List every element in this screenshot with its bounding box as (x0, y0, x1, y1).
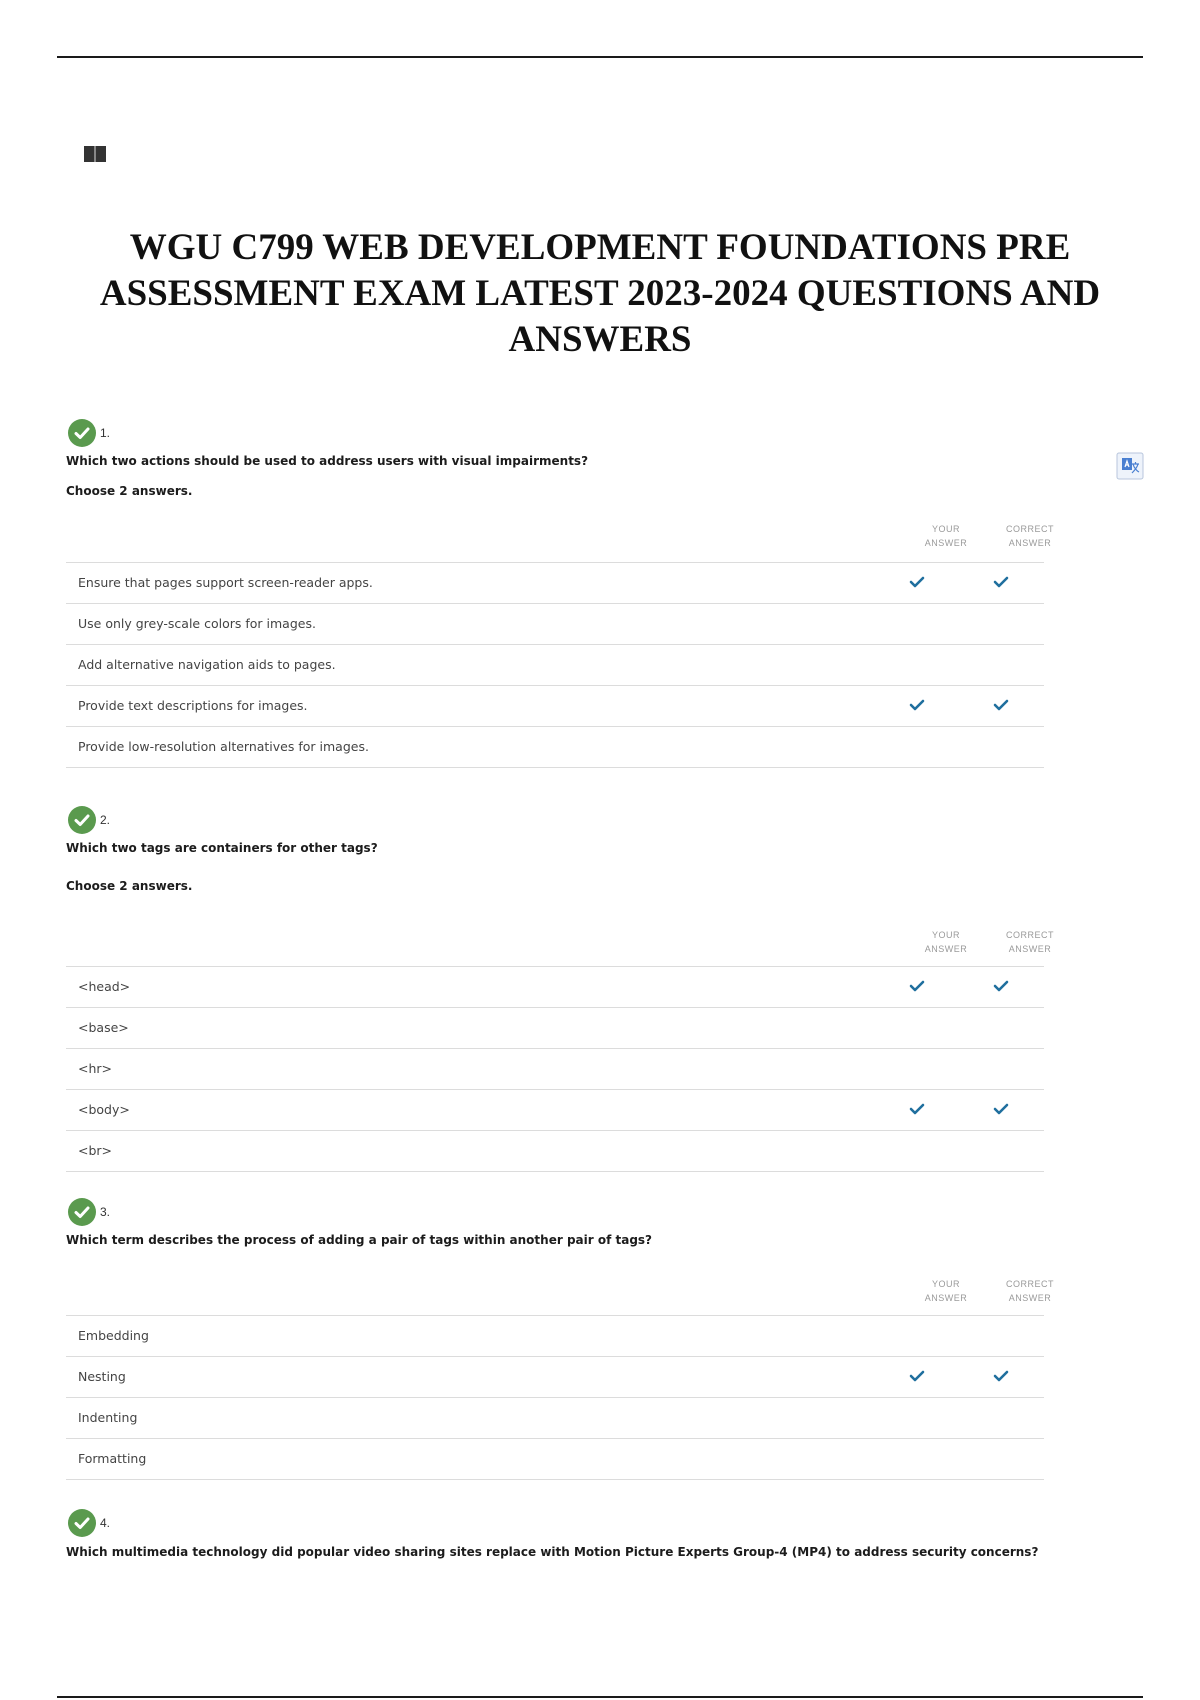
answer-label: <hr> (78, 1061, 113, 1076)
question-text: Which term describes the process of adding a pair of tags within another pair of tags? (66, 1233, 653, 1247)
checkmark-icon (993, 698, 1009, 712)
correct-answer-header: CORRECT ANSWER (1006, 1279, 1054, 1303)
question-text: Which two tags are containers for other tags? (66, 841, 378, 855)
answer-label: <head> (78, 979, 131, 994)
question-2 (66, 806, 1054, 1158)
question-3 (66, 1198, 1054, 1466)
answer-label: Indenting (78, 1410, 138, 1425)
answer-label: Ensure that pages support screen-reader apps. (78, 575, 373, 590)
answer-label: <body> (78, 1102, 130, 1117)
answer-label: Formatting (78, 1451, 147, 1466)
translate-icon[interactable] (1116, 452, 1144, 480)
answer-label: Use only grey-scale colors for images. (78, 616, 316, 631)
question-number: 2. (100, 813, 111, 827)
answer-row (66, 645, 1044, 686)
answer-label: Nesting (78, 1369, 126, 1384)
question-text: Which multimedia technology did popular video sharing sites replace with Motion Picture Experts Group-4 (MP4) to address security concerns? (66, 1545, 1039, 1559)
question-4 (66, 1509, 1044, 1559)
checkmark-icon (993, 979, 1009, 993)
answer-row (66, 563, 1044, 604)
checkmark-icon (993, 1369, 1009, 1383)
your-answer-header: YOUR ANSWER (924, 524, 968, 548)
question-number: 1. (100, 426, 111, 440)
bottom-rule (57, 1696, 1143, 1698)
question-1 (66, 419, 1054, 754)
question-number: 3. (100, 1205, 111, 1219)
answer-row (66, 604, 1044, 645)
answer-row (66, 1357, 1044, 1398)
answer-row (66, 686, 1044, 727)
question-instruction: Choose 2 answers. (66, 484, 193, 498)
answer-row (66, 967, 1044, 1008)
answer-row (66, 1090, 1044, 1131)
checkmark-icon (909, 575, 925, 589)
book-icon (84, 145, 106, 163)
question-number: 4. (100, 1516, 111, 1530)
answer-label: <base> (78, 1020, 129, 1035)
checkmark-icon (909, 1102, 925, 1116)
correct-answer-header: CORRECT ANSWER (1006, 930, 1054, 954)
answer-row (66, 1439, 1044, 1480)
document-title: WGU C799 WEB DEVELOPMENT FOUNDATIONS PRE ASSESSMENT EXAM LATEST 2023-2024 QUESTIONS AND ANSWERS (99, 227, 1101, 360)
question-text: Which two actions should be used to address users with visual impairments? (66, 454, 589, 468)
answer-row (66, 1008, 1044, 1049)
question-instruction: Choose 2 answers. (66, 879, 193, 893)
your-answer-header: YOUR ANSWER (924, 1279, 968, 1303)
top-rule (57, 56, 1143, 58)
checkmark-icon (993, 575, 1009, 589)
answer-row (66, 1131, 1044, 1172)
answer-label: Provide low-resolution alternatives for images. (78, 739, 369, 754)
answer-label: <br> (78, 1143, 113, 1158)
your-answer-header: YOUR ANSWER (924, 930, 968, 954)
correct-badge-icon (68, 1198, 96, 1226)
correct-badge-icon (68, 419, 96, 447)
checkmark-icon (909, 979, 925, 993)
correct-answer-header: CORRECT ANSWER (1006, 524, 1054, 548)
answer-label: Embedding (78, 1328, 149, 1343)
answer-row (66, 1398, 1044, 1439)
checkmark-icon (909, 698, 925, 712)
answer-row (66, 1049, 1044, 1090)
answer-label: Add alternative navigation aids to pages. (78, 657, 336, 672)
checkmark-icon (909, 1369, 925, 1383)
answer-row (66, 727, 1044, 768)
correct-badge-icon (68, 1509, 96, 1537)
checkmark-icon (993, 1102, 1009, 1116)
answer-row (66, 1316, 1044, 1357)
correct-badge-icon (68, 806, 96, 834)
answer-label: Provide text descriptions for images. (78, 698, 308, 713)
